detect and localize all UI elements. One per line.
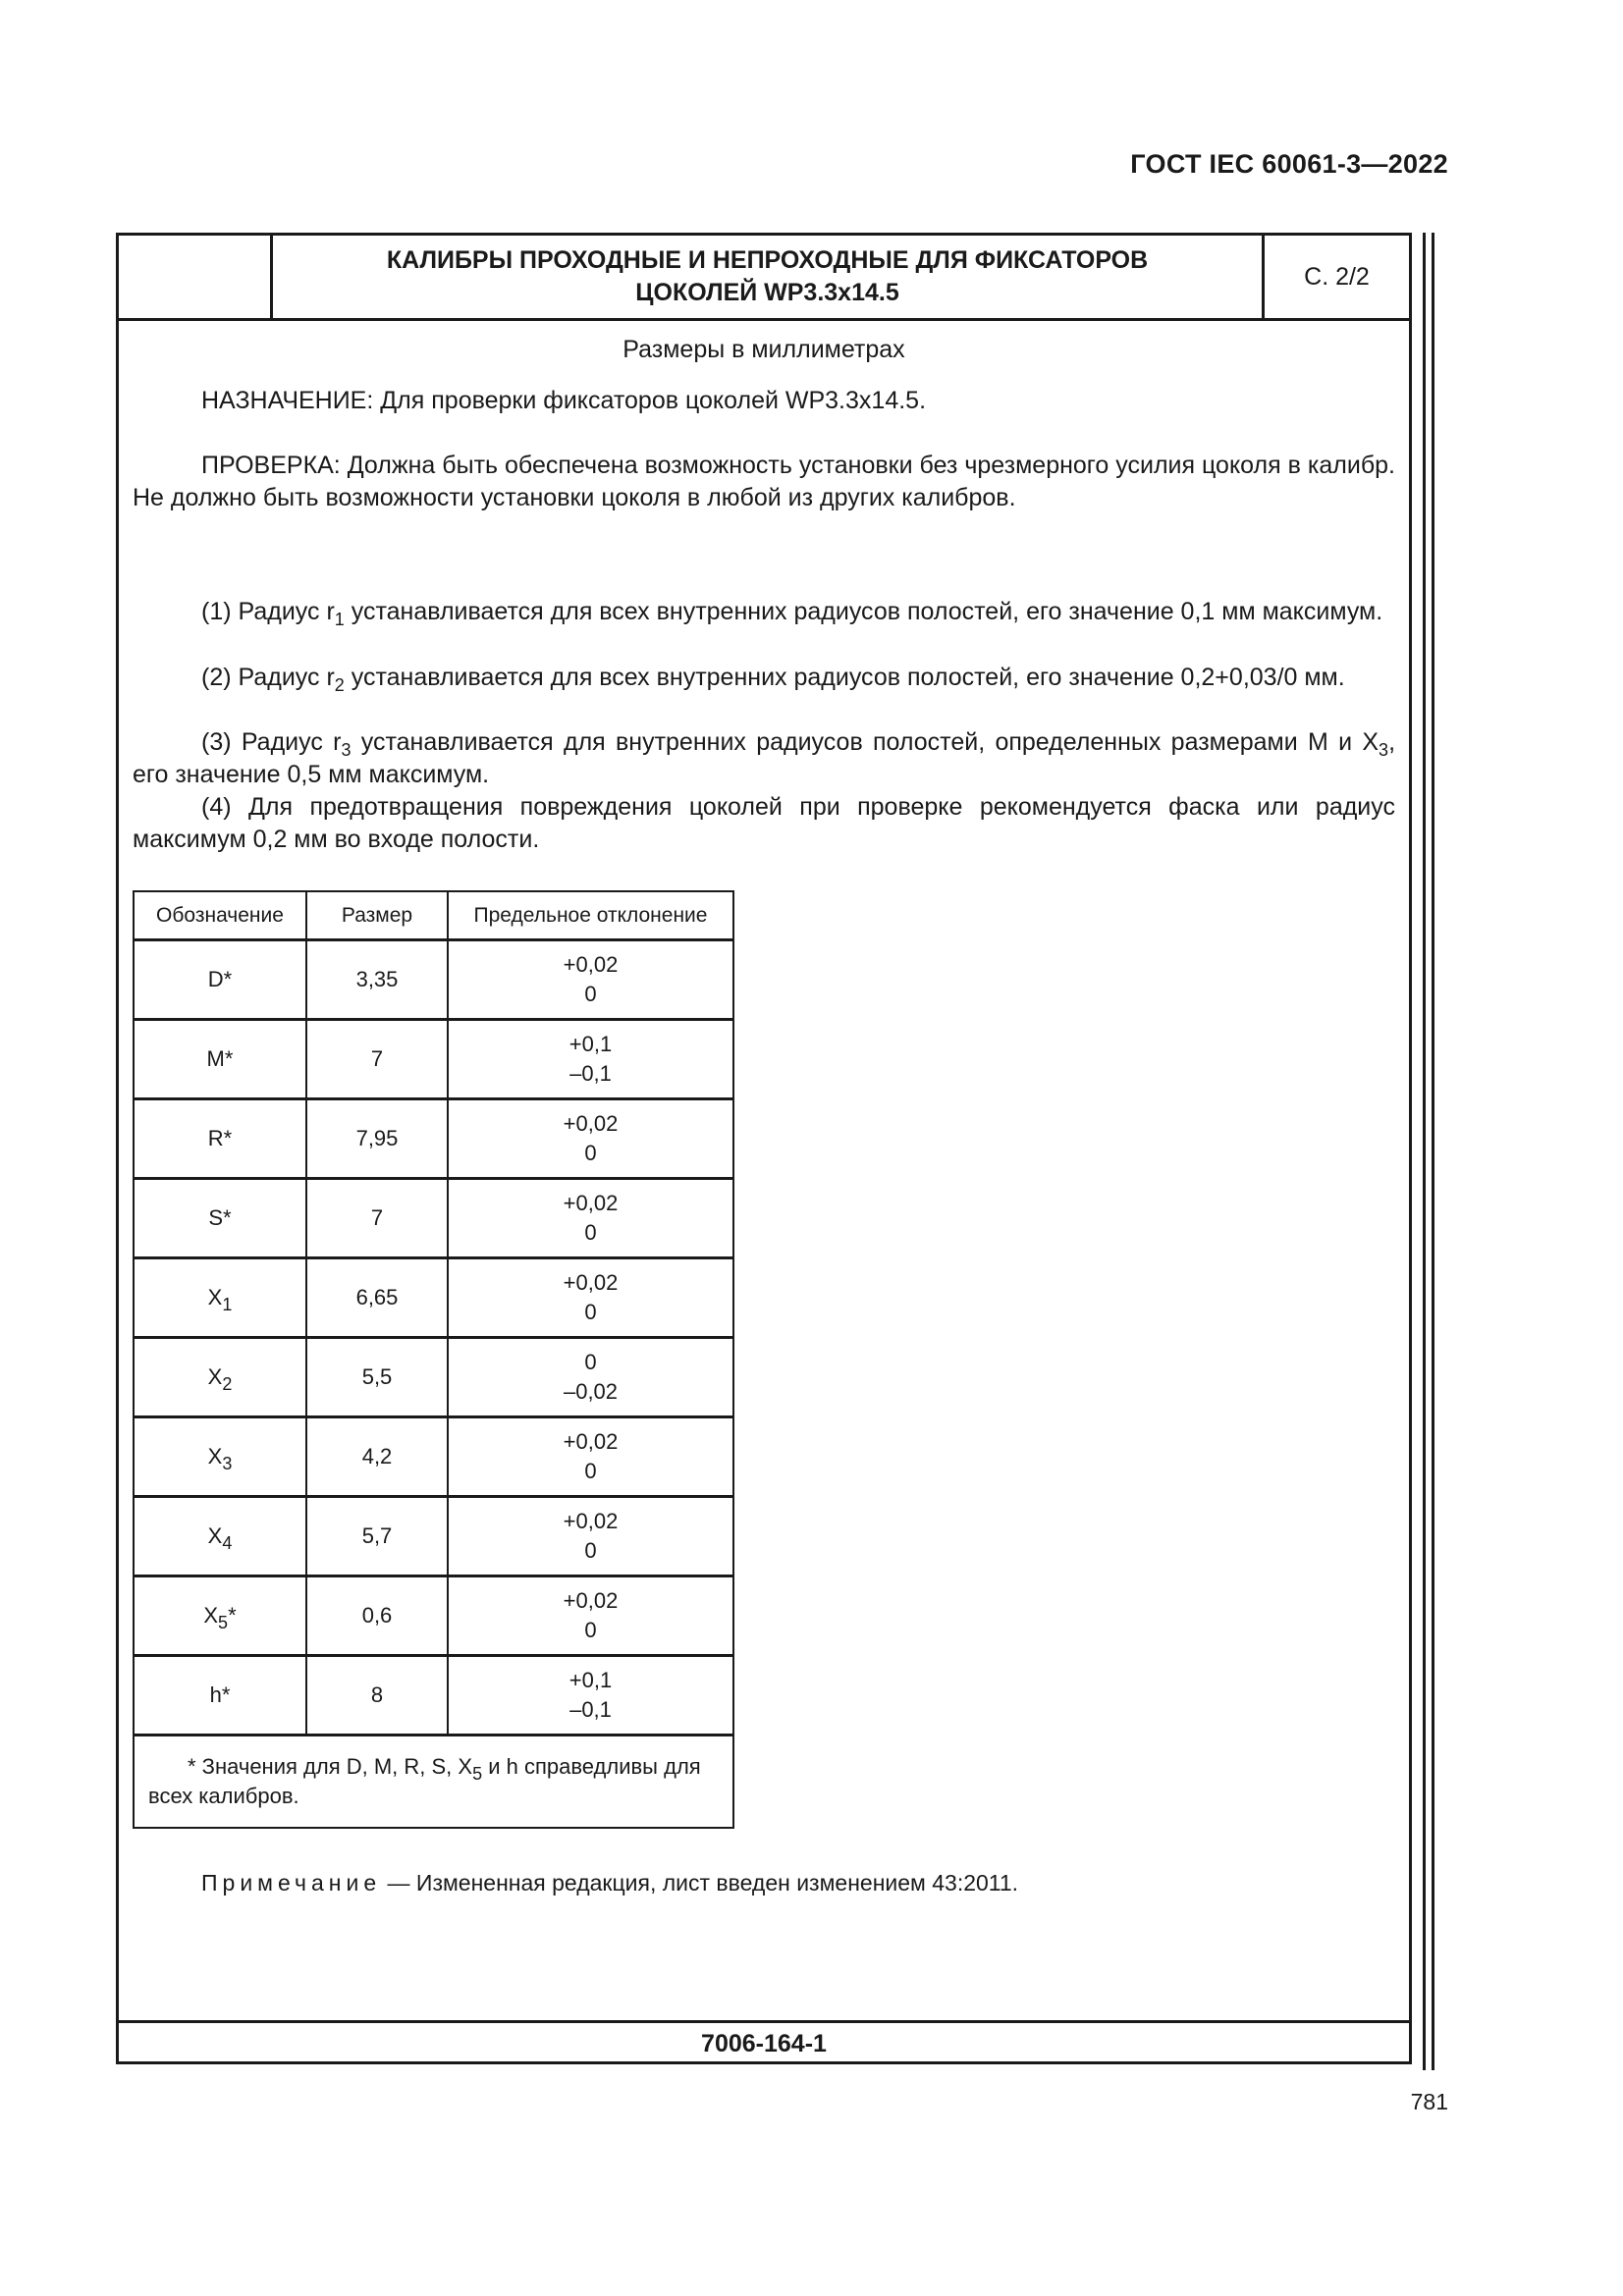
note-1: (1) Радиус $r_1$ устанавливается для всех внутренних радиусов полостей, его значение 0,1 мм максимум.: [201, 598, 1383, 629]
lower-deviation: 0: [584, 1538, 597, 1563]
size-cell: 7: [306, 1179, 448, 1258]
upper-deviation: +0,02: [563, 1191, 619, 1215]
table-row: [134, 1179, 733, 1258]
designation-cell: $X_3$: [134, 1417, 306, 1497]
sheet-note: [201, 1870, 1018, 1896]
header-blank-cell: [119, 236, 273, 318]
deviation-cell: [448, 1497, 733, 1576]
frame-double-border: [1423, 233, 1426, 2070]
sheet-title: КАЛИБРЫ ПРОХОДНЫЕ И НЕПРОХОДНЫЕ ДЛЯ ФИКСАТОРОВ ЦОКОЛЕЙ WP3.3x14.5: [386, 246, 1149, 306]
size-cell: 8: [306, 1656, 448, 1735]
table-row: [134, 1576, 733, 1656]
table-row: [134, 1656, 733, 1735]
size-cell: 5,7: [306, 1497, 448, 1576]
table-footnote-row: [134, 1735, 733, 1829]
lower-deviation: 0: [584, 1618, 597, 1642]
size-cell: 3,35: [306, 940, 448, 1020]
designation-cell: D*: [134, 940, 306, 1020]
upper-deviation: +0,1: [568, 1032, 613, 1056]
designation-cell: $X_1$: [134, 1258, 306, 1338]
lower-deviation: 0: [584, 982, 597, 1006]
table-row: [134, 1417, 733, 1497]
sheet-code: 7006-164-1: [701, 2029, 827, 2057]
size-cell: 6,65: [306, 1258, 448, 1338]
table-header-row: [134, 891, 733, 940]
lower-deviation: –0,1: [569, 1061, 612, 1086]
deviation-cell: [448, 1099, 733, 1179]
table-footnote: * Значения для D, M, R, S, $X_5$ и h справедливы для всех калибров.: [134, 1735, 733, 1829]
deviation-cell: [448, 1417, 733, 1497]
lower-deviation: 0: [584, 1300, 597, 1324]
table-row: [134, 940, 733, 1020]
standard-code: ГОСТ IEC 60061-3—2022: [1130, 149, 1448, 179]
sheet-frame: [116, 233, 1412, 2064]
deviation-cell: [448, 1179, 733, 1258]
deviation-cell: [448, 1656, 733, 1735]
tolerance-table: [133, 890, 734, 1829]
note-3: (3) Радиус $r_3$ устанавливается для внутренних радиусов полостей, определенных размерами М и $X_3$, его значение 0,5 мм максимум.: [133, 728, 1396, 788]
check-paragraph: ПРОВЕРКА: Должна быть обеспечена возможность установки без чрезмерного усилия цоколя в калибр. Не должно быть возможности установки цоколя в любой из других калибров.: [133, 452, 1395, 511]
upper-deviation: +0,02: [563, 1111, 619, 1136]
lower-deviation: –0,1: [569, 1697, 612, 1722]
table-row: [134, 1338, 733, 1417]
purpose-paragraph: НАЗНАЧЕНИЕ: Для проверки фиксаторов цоколей WP3.3x14.5.: [201, 387, 927, 414]
designation-cell: $X_4$: [134, 1497, 306, 1576]
deviation-cell: [448, 1258, 733, 1338]
size-cell: 0,6: [306, 1576, 448, 1656]
size-cell: 5,5: [306, 1338, 448, 1417]
designation-cell: M*: [134, 1020, 306, 1099]
sheet-header: [119, 236, 1409, 321]
designation-cell: R*: [134, 1099, 306, 1179]
page-number: 781: [1410, 2089, 1448, 2114]
designation-cell: S*: [134, 1179, 306, 1258]
upper-deviation: +0,02: [563, 1429, 619, 1454]
units-caption: Размеры в миллиметрах: [622, 336, 905, 363]
column-header: Предельное отклонение: [448, 891, 733, 940]
table-row: [134, 1020, 733, 1099]
deviation-cell: [448, 1338, 733, 1417]
note-label: Примечание: [201, 1870, 382, 1896]
size-cell: 7: [306, 1020, 448, 1099]
deviation-cell: [448, 1576, 733, 1656]
lower-deviation: 0: [584, 1141, 597, 1165]
deviation-cell: [448, 1020, 733, 1099]
table-row: [134, 1258, 733, 1338]
table-row: [134, 1099, 733, 1179]
note-4: (4) Для предотвращения повреждения цоколей при проверке рекомендуется фаска или радиус максимум 0,2 мм во входе полости.: [133, 793, 1395, 853]
designation-cell: $X_5*$: [134, 1576, 306, 1656]
upper-deviation: 0: [584, 1350, 597, 1374]
frame-double-border: [1432, 233, 1434, 2070]
column-header: Размер: [306, 891, 448, 940]
upper-deviation: +0,02: [563, 1270, 619, 1295]
lower-deviation: 0: [584, 1459, 597, 1483]
upper-deviation: +0,02: [563, 1509, 619, 1533]
designation-cell: h*: [134, 1656, 306, 1735]
table-row: [134, 1497, 733, 1576]
designation-cell: $X_2$: [134, 1338, 306, 1417]
lower-deviation: –0,02: [563, 1379, 619, 1404]
note-text: — Измененная редакция, лист введен изменением 43:2011.: [381, 1870, 1019, 1896]
note-2: (2) Радиус $r_2$ устанавливается для всех внутренних радиусов полостей, его значение 0,2+0,03/0 мм.: [201, 664, 1345, 695]
upper-deviation: +0,02: [563, 952, 619, 977]
sheet-page-number: С. 2/2: [1262, 236, 1409, 318]
upper-deviation: +0,1: [568, 1668, 613, 1692]
size-cell: 7,95: [306, 1099, 448, 1179]
deviation-cell: [448, 940, 733, 1020]
upper-deviation: +0,02: [563, 1588, 619, 1613]
size-cell: 4,2: [306, 1417, 448, 1497]
lower-deviation: 0: [584, 1220, 597, 1245]
column-header: Обозначение: [134, 891, 306, 940]
